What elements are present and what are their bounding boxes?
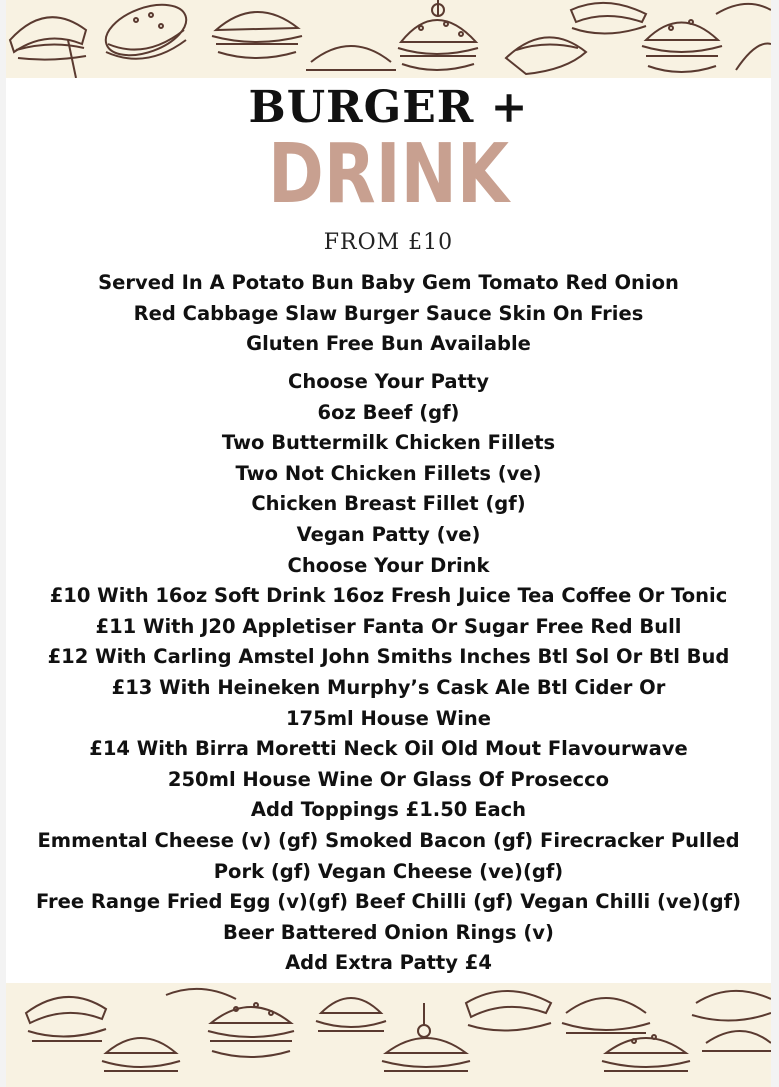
menu-line: Free Range Fried Egg (v)(gf) Beef Chilli (gf) Vegan Chilli (ve)(gf) — [35, 890, 742, 914]
menu-line: 6oz Beef (gf) — [317, 400, 460, 424]
burger-description — [6, 268, 771, 360]
title-drink: DRINK — [267, 127, 509, 222]
menu-line: £10 With 16oz Soft Drink 16oz Fresh Juice Tea Coffee Or Tonic — [49, 584, 728, 608]
section-heading-patty: Choose Your Patty — [288, 370, 489, 393]
menu-options — [6, 367, 771, 979]
menu-line: Vegan Patty (ve) — [296, 522, 481, 546]
burger-illustration-icon — [6, 983, 771, 1087]
menu-line: 175ml House Wine — [285, 706, 492, 730]
menu-line: £13 With Heineken Murphy’s Cask Ale Btl Cider Or — [111, 675, 666, 699]
menu-line: £12 With Carling Amstel John Smiths Inches Btl Sol Or Btl Bud — [47, 645, 730, 669]
menu-line: Two Not Chicken Fillets (ve) — [235, 461, 542, 485]
section-heading-toppings: Add Toppings £1.50 Each — [250, 798, 527, 822]
menu-line: Chicken Breast Fillet (gf) — [251, 492, 526, 516]
menu-line: 250ml House Wine Or Glass Of Prosecco — [167, 767, 610, 791]
description-line: Served In A Potato Bun Baby Gem Tomato Red Onion — [98, 271, 679, 294]
menu-line: Pork (gf) Vegan Cheese (ve)(gf) — [213, 859, 564, 883]
menu-line: Emmental Cheese (v) (gf) Smoked Bacon (gf) Firecracker Pulled — [37, 828, 740, 852]
description-line: Gluten Free Bun Available — [246, 332, 531, 356]
burger-pattern-bottom — [6, 983, 771, 1087]
burger-pattern-top — [6, 0, 771, 78]
menu-line: £14 With Birra Moretti Neck Oil Old Mout Flavourwave — [89, 737, 688, 761]
burger-illustration-icon — [6, 0, 771, 78]
menu-line: £11 With J20 Appletiser Fanta Or Sugar Free Red Bull — [95, 614, 682, 638]
menu-page — [6, 0, 771, 1087]
extra-patty-line: Add Extra Patty £4 — [285, 951, 492, 975]
section-heading-drink: Choose Your Drink — [287, 553, 490, 577]
description-line: Red Cabbage Slaw Burger Sauce Skin On Fries — [133, 301, 644, 325]
title-burger: BURGER + — [248, 82, 529, 133]
price-from: FROM £10 — [323, 230, 454, 255]
menu-line: Beer Battered Onion Rings (v) — [223, 920, 554, 944]
menu-line: Two Buttermilk Chicken Fillets — [221, 431, 556, 455]
